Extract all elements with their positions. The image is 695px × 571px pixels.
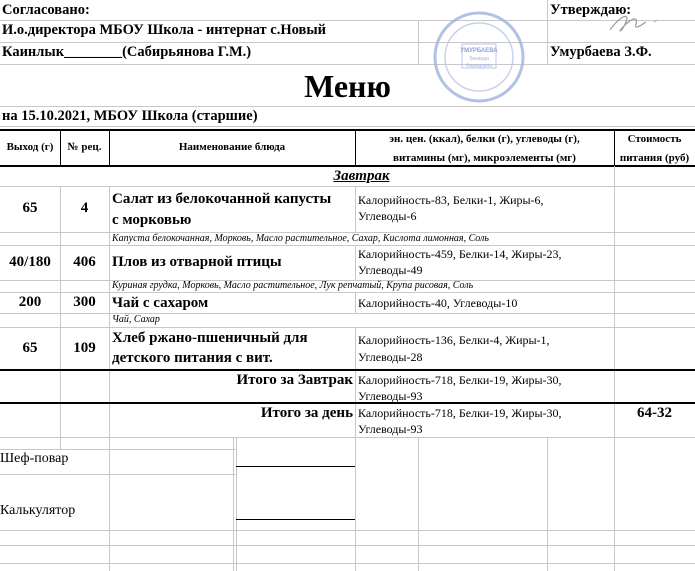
item-yield: 40/180 <box>9 254 51 270</box>
item-name: Хлеб ржано-пшеничный для <box>112 330 308 346</box>
item-name: Плов из отварной птицы <box>112 254 282 270</box>
svg-text:Зинаида: Зинаида <box>469 56 489 62</box>
item-recipe: 406 <box>73 254 96 270</box>
col-cost-line1: Стоимость <box>627 133 682 145</box>
total-breakfast-nutrition-cont: Углеводы-93 <box>358 389 423 403</box>
item-recipe: 109 <box>73 340 96 356</box>
subtitle: на 15.10.2021, МБОУ Школа (старшие) <box>2 108 258 124</box>
col-name: Наименование блюда <box>178 141 286 153</box>
agreed-line-2: Каинлык________(Сабирьянова Г.М.) <box>2 44 252 60</box>
item-recipe: 4 <box>80 200 89 216</box>
chef-label: Шеф-повар <box>0 451 69 466</box>
item-recipe: 300 <box>73 294 96 310</box>
item-nutrition: Калорийность-83, Белки-1, Жиры-6, <box>358 193 544 207</box>
total-day-label: Итого за день <box>260 405 353 421</box>
col-recipe: № рец. <box>67 141 102 153</box>
page-title: Меню <box>304 68 391 104</box>
item-name: Чай с сахаром <box>112 295 209 311</box>
svg-text:УМУРБАЕВА: УМУРБАЕВА <box>460 48 498 54</box>
item-nutrition-cont: Углеводы-28 <box>358 350 423 364</box>
section-breakfast: Завтрак <box>333 168 390 184</box>
approver-name: Умурбаева З.Ф. <box>550 44 652 60</box>
item-nutrition: Калорийность-40, Углеводы-10 <box>358 296 518 310</box>
item-name-cont: с морковью <box>112 212 192 228</box>
agreed-label: Согласовано: <box>2 2 90 18</box>
total-breakfast-nutrition: Калорийность-718, Белки-19, Жиры-30, <box>358 373 562 387</box>
agreed-line-1: И.о.директора МБОУ Школа - интернат с.Новый <box>2 22 326 38</box>
item-yield: 65 <box>22 200 38 216</box>
signature-icon <box>590 8 670 38</box>
item-yield: 65 <box>22 340 38 356</box>
col-cost-line2: питания (руб) <box>619 152 690 164</box>
approve-label: Утверждаю: <box>550 2 632 18</box>
col-nutrition-line1: эн. цен. (ккал), белки (г), углеводы (г), <box>389 133 580 145</box>
calculator-label: Калькулятор <box>0 503 76 518</box>
total-day-nutrition: Калорийность-718, Белки-19, Жиры-30, <box>358 406 562 420</box>
item-nutrition-cont: Углеводы-49 <box>358 263 423 277</box>
col-nutrition-line2: витамины (мг), микроэлементы (мг) <box>393 152 576 164</box>
total-day-cost: 64-32 <box>637 405 672 421</box>
item-nutrition: Калорийность-136, Белки-4, Жиры-1, <box>358 333 550 347</box>
item-nutrition: Калорийность-459, Белки-14, Жиры-23, <box>358 247 562 261</box>
item-nutrition-cont: Углеводы-6 <box>358 209 417 223</box>
item-ingredients: Куриная грудка, Морковь, Масло растительное, Лук репчатый, Крупа рисовая, Соль <box>112 280 474 291</box>
item-name-cont: детского питания с вит. <box>112 350 273 366</box>
item-yield: 200 <box>18 294 42 310</box>
col-nutrition <box>355 130 614 168</box>
item-ingredients: Капуста белокочанная, Морковь, Масло растительное, Сахар, Кислота лимонная, Соль <box>112 233 489 244</box>
col-cost <box>614 130 695 168</box>
total-day-nutrition-cont: Углеводы-93 <box>358 422 423 436</box>
svg-text:Фаридовна: Фаридовна <box>465 63 493 69</box>
total-breakfast-label: Итого за Завтрак <box>236 372 353 388</box>
item-ingredients: Чай, Сахар <box>112 314 160 325</box>
item-name: Салат из белокочанной капусты <box>112 191 332 207</box>
col-yield: Выход (г) <box>6 141 54 153</box>
